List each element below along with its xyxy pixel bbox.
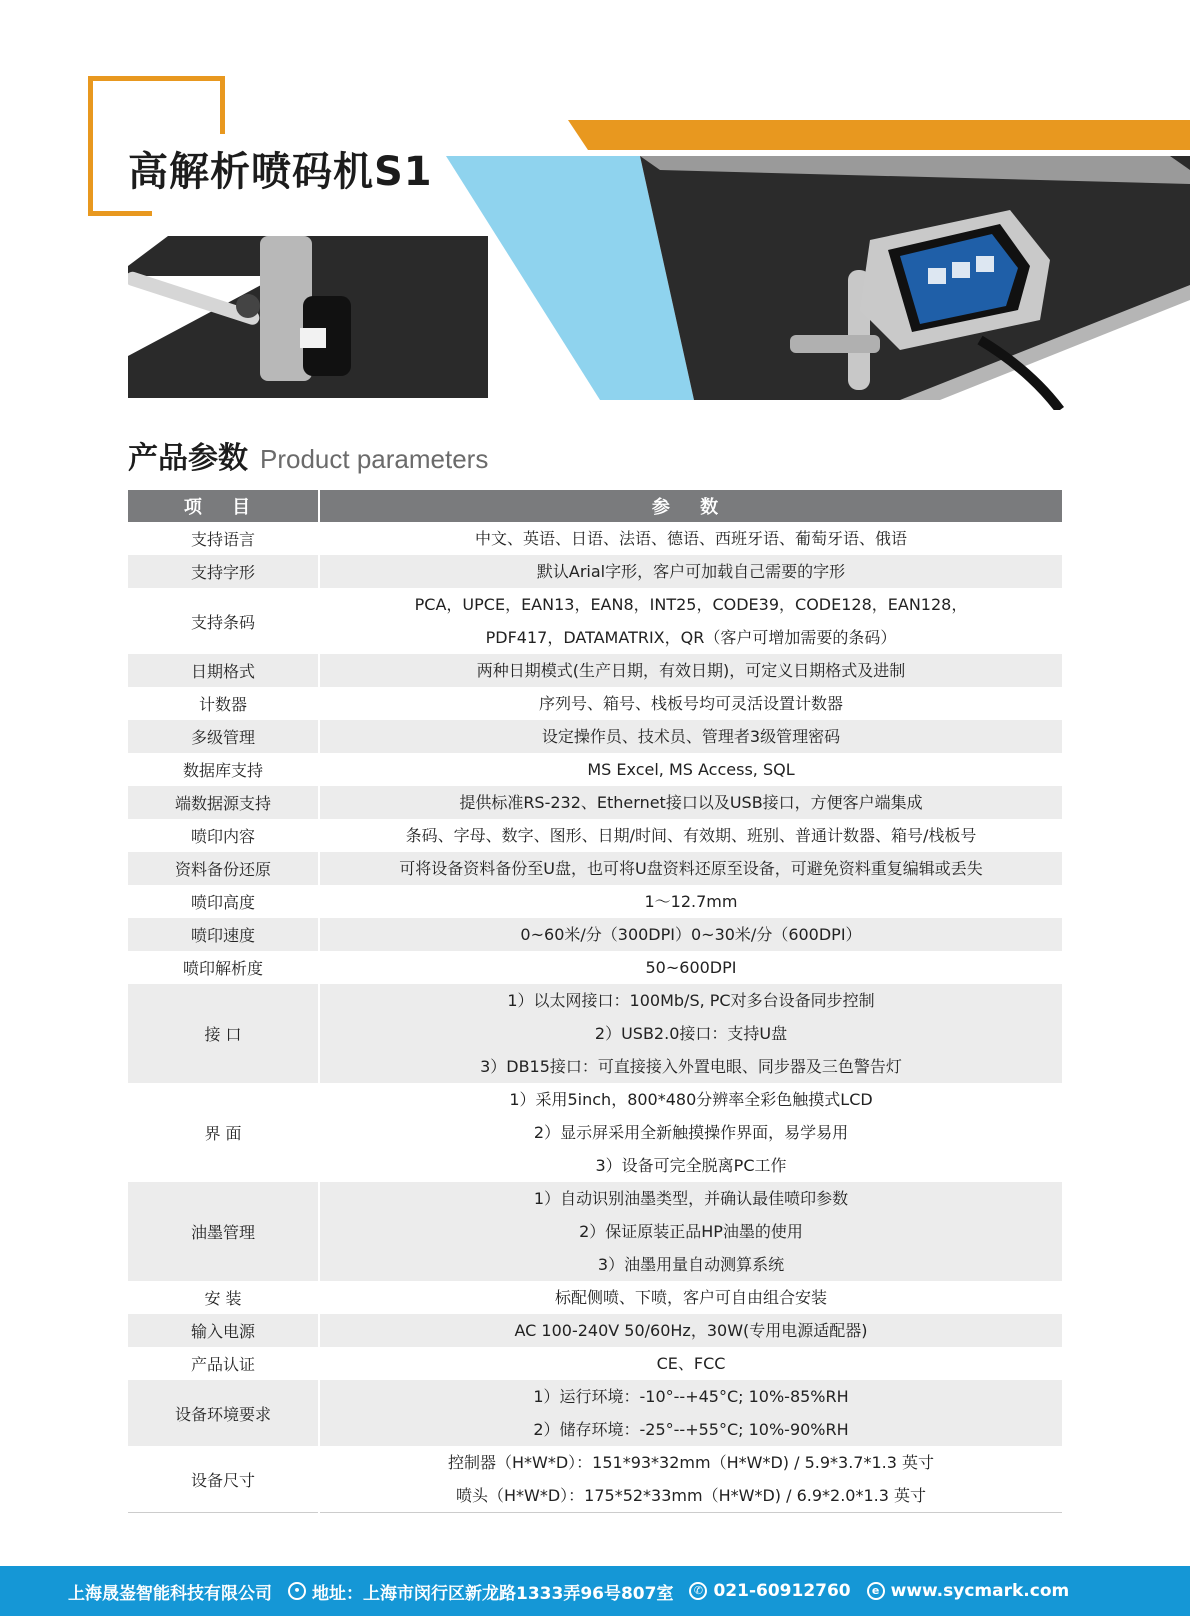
row-label: 喷印高度 [128,885,319,918]
row-values [319,951,1062,984]
row-label: 喷印内容 [128,819,319,852]
table-row [128,687,1062,720]
orange-banner [568,120,1190,150]
row-value-line: 两种日期模式(生产日期，有效日期)，可定义日期格式及进制 [476,661,906,680]
row-values [319,687,1062,720]
footer-bar [0,1566,1190,1616]
table-row [128,1182,1062,1281]
row-label: 资料备份还原 [128,852,319,885]
row-value-line: 3）油墨用量自动测算系统 [597,1255,785,1274]
header-params: 参 数 [319,490,1062,522]
row-value-line: 序列号、箱号、栈板号均可灵活设置计数器 [538,694,843,713]
section-title-en: Product parameters [260,444,489,474]
row-values [319,1182,1062,1281]
row-values [319,654,1062,687]
row-value-line: 标配侧喷、下喷，客户可自由组合安装 [554,1288,827,1307]
row-values [319,753,1062,786]
footer-address [288,1579,673,1604]
row-label: 支持字形 [128,555,319,588]
row-values [319,1380,1062,1446]
row-value-line: MS Excel, MS Access, SQL [587,760,795,779]
footer-phone-text: 021-60912760 [713,1581,851,1601]
row-value-line: 2）显示屏采用全新触摸操作界面，易学易用 [533,1123,849,1142]
row-label: 计数器 [128,687,319,720]
table-row [128,555,1062,588]
row-value-line: 喷头（H*W*D）：175*52*33mm（H*W*D) / 6.9*2.0*1.3 英寸 [455,1486,926,1505]
table-row [128,786,1062,819]
row-label: 设备尺寸 [128,1446,319,1513]
row-values [319,852,1062,885]
row-label: 产品认证 [128,1347,319,1380]
row-value-line: 2）USB2.0接口：支持U盘 [594,1024,788,1043]
table-row [128,654,1062,687]
section-title-cn: 产品参数 [128,441,248,476]
row-label: 安 装 [128,1281,319,1314]
row-value-line: 50~600DPI [645,958,737,977]
table-row [128,1281,1062,1314]
row-values [319,588,1062,654]
row-value-line: CE、FCC [656,1354,726,1373]
table-row [128,1083,1062,1182]
row-label: 支持语言 [128,522,319,555]
location-icon: • [288,1582,306,1600]
footer-phone [689,1581,850,1601]
table-row [128,819,1062,852]
row-value-line: 2）保证原装正品HP油墨的使用 [579,1222,803,1241]
row-values [319,1281,1062,1314]
row-value-line: 中文、英语、日语、法语、德语、西班牙语、葡萄牙语、俄语 [474,529,907,548]
row-value-line: 条码、字母、数字、图形、日期/时间、有效期、班别、普通计数器、箱号/栈板号 [405,826,977,845]
table-row [128,852,1062,885]
section-heading [128,433,488,477]
table-body [128,522,1062,1513]
table-header-row [128,490,1062,522]
footer-website[interactable] [867,1581,1070,1601]
row-value-line: 3）DB15接口：可直接接入外置电眼、同步器及三色警告灯 [480,1057,902,1076]
row-label: 多级管理 [128,720,319,753]
row-value-line: 提供标准RS-232、Ethernet接口以及USB接口，方便客户端集成 [459,793,923,812]
row-values [319,918,1062,951]
table-row [128,1347,1062,1380]
row-values [319,1314,1062,1347]
table-row [128,720,1062,753]
row-label: 数据库支持 [128,753,319,786]
phone-icon: ✆ [689,1582,707,1600]
table-row [128,522,1062,555]
row-values [319,819,1062,852]
row-label: 日期格式 [128,654,319,687]
row-values [319,555,1062,588]
row-label: 界 面 [128,1083,319,1182]
row-values [319,786,1062,819]
row-values [319,984,1062,1083]
row-value-line: 1）采用5inch，800*480分辨率全彩色触摸式LCD [509,1090,873,1109]
row-values [319,522,1062,555]
row-label: 油墨管理 [128,1182,319,1281]
table-row [128,1380,1062,1446]
table-row [128,918,1062,951]
row-label: 喷印解析度 [128,951,319,984]
table-row [128,885,1062,918]
table-row [128,951,1062,984]
row-values [319,1347,1062,1380]
table-row [128,1314,1062,1347]
row-value-line: PDF417，DATAMATRIX，QR（客户可增加需要的条码） [485,628,897,647]
row-label: 喷印速度 [128,918,319,951]
row-label: 支持条码 [128,588,319,654]
spec-table [128,490,1062,1513]
row-values [319,885,1062,918]
header-item: 项 目 [128,490,319,522]
table-row [128,1446,1062,1513]
row-value-line: 设定操作员、技术员、管理者3级管理密码 [541,727,841,746]
row-value-line: 3）设备可完全脱离PC工作 [595,1156,787,1175]
row-value-line: 控制器（H*W*D）：151*93*32mm（H*W*D) / 5.9*3.7*1.3 英寸 [447,1453,934,1472]
row-value-line: PCA，UPCE，EAN13，EAN8，INT25，CODE39，CODE128，EAN128， [414,595,968,614]
row-label: 设备环境要求 [128,1380,319,1446]
printhead-photo [128,236,488,398]
row-value-line: 1）运行环境：-10°--+45°C; 10%-85%RH [533,1387,849,1406]
table-row [128,588,1062,654]
row-values [319,1083,1062,1182]
row-label: 端数据源支持 [128,786,319,819]
row-value-line: 0~60米/分（300DPI）0~30米/分（600DPI） [520,925,862,944]
row-value-line: 1～12.7mm [644,892,738,911]
row-label: 输入电源 [128,1314,319,1347]
row-values [319,1446,1062,1513]
web-icon: e [867,1582,885,1600]
table-row [128,753,1062,786]
row-value-line: 1）以太网接口：100Mb/S, PC对多台设备同步控制 [507,991,875,1010]
row-value-line: 2）储存环境：-25°--+55°C; 10%-90%RH [533,1420,849,1439]
row-value-line: 默认Arial字形，客户可加载自己需要的字形 [536,562,846,581]
row-value-line: 1）自动识别油墨类型，并确认最佳喷印参数 [533,1189,849,1208]
row-value-line: 可将设备资料备份至U盘，也可将U盘资料还原至设备，可避免资料重复编辑或丢失 [399,859,983,878]
page-title: 高解析喷码机S1 [128,149,433,195]
table-row [128,984,1062,1083]
footer-company: 上海晟崟智能科技有限公司 [68,1583,272,1604]
footer-address-text: 地址：上海市闵行区新龙路1333弄96号807室 [312,1583,674,1604]
row-label: 接 口 [128,984,319,1083]
row-values [319,720,1062,753]
footer-website-text[interactable]: www.sycmark.com [890,1581,1070,1601]
row-value-line: AC 100-240V 50/60Hz，30W(专用电源适配器) [514,1321,868,1340]
